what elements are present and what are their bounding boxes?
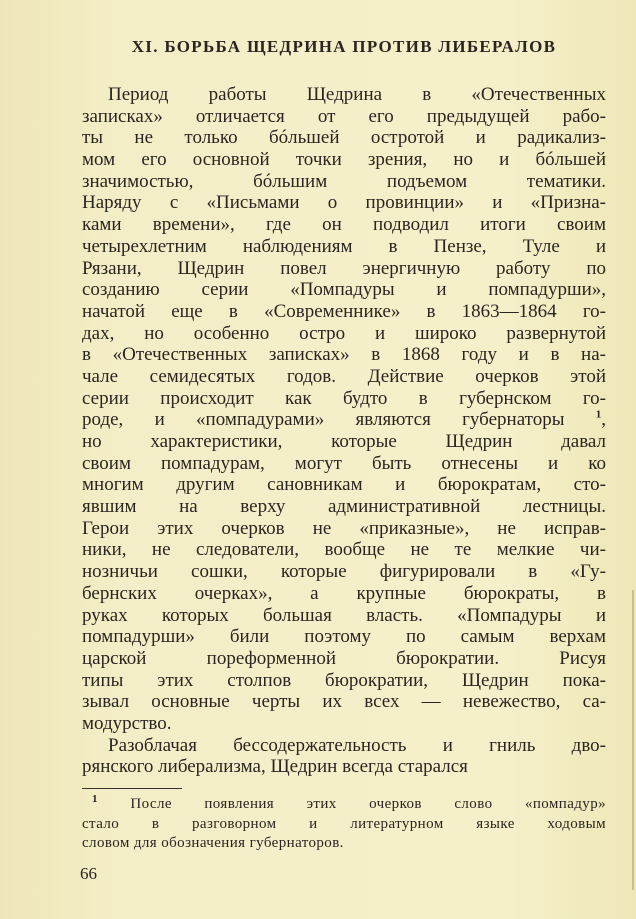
chapter-heading: XI. БОРЬБА ЩЕДРИНА ПРОТИВ ЛИБЕРАЛОВ: [131, 37, 557, 56]
text-line: [82, 84, 606, 106]
text-line: [82, 453, 606, 475]
line-text: но характеристики, которые Щедрин давал: [82, 431, 606, 452]
text-line: [82, 691, 606, 713]
line-text: бернских очерках», а крупные бюрократы, в: [82, 582, 606, 604]
text-line: [82, 192, 606, 214]
line-text: руках которых большая власть. «Помпадуры и: [82, 604, 606, 626]
text-line: [82, 106, 606, 128]
line-text: мом его основной точки зрения, но и бóльшей: [82, 149, 606, 171]
text-line: [82, 583, 606, 605]
text-line: [82, 323, 606, 345]
text-line: [82, 735, 606, 757]
text-line: [82, 409, 606, 431]
text-line: [82, 496, 606, 518]
footnote-line: [82, 795, 606, 815]
line-text: Герои этих очерков не «приказные», не исправ-: [82, 517, 606, 539]
footnote-mark: 1: [92, 795, 98, 805]
line-text: роде, и «помпадурами» являются губернаторы: [82, 409, 565, 431]
body-text: [82, 84, 606, 778]
text-line: [82, 149, 606, 171]
footnote-line: [82, 834, 606, 854]
text-line: [82, 258, 606, 280]
text-line: [82, 670, 606, 692]
line-text: ками времени», где он подводил итоги своим: [82, 214, 606, 236]
line-text: модурство.: [82, 712, 172, 734]
line-text: Период работы Щедрина в «Отечественных: [108, 84, 606, 105]
line-text: Разоблачая бессодержательность и гниль дво-: [108, 734, 606, 756]
text-line: [82, 648, 606, 670]
text-line: [82, 756, 606, 778]
page-number: 66: [80, 864, 97, 883]
page-edge: [632, 590, 634, 890]
line-text: созданию серии «Помпадуры и помпадурши»,: [82, 279, 606, 301]
line-text: значимостью, бóльшим подъемом тематики.: [82, 170, 606, 192]
text-line: [82, 713, 606, 735]
line-text: своим помпадурам, могут быть отнесены и ко: [82, 452, 606, 474]
line-text: записках» отличается от его предыдущей рабо-: [82, 105, 606, 127]
line-text: типы этих столпов бюрократии, Щедрин пока-: [82, 669, 606, 691]
line-text: зывал основные черты их всех — невежество, са-: [82, 691, 606, 713]
footnote: [82, 795, 606, 854]
line-text: нозничьи сошки, которые фигурировали в «Гу-: [82, 561, 606, 583]
punctuation: ,: [601, 409, 606, 431]
text-line: [82, 518, 606, 540]
line-text: начатой еще в «Современнике» в 1863—1864 го-: [82, 300, 606, 322]
text-line: [82, 539, 606, 561]
line-text: ты не только бóльшей остротой и радикализ-: [82, 127, 606, 149]
footnote-text: стало в разговорном и литературном языке ходовым: [82, 815, 606, 832]
line-text: Наряду с «Письмами о провинции» и «Призна-: [82, 192, 606, 214]
footnote-divider: [82, 788, 182, 789]
line-text: в «Отечественных записках» в 1868 году и в на-: [82, 344, 606, 366]
text-line: [82, 344, 606, 366]
text-line: [82, 301, 606, 323]
line-text: рянского либерализма, Щедрин всегда старался: [82, 756, 468, 778]
line-text: многим другим сановникам и бюрократам, сто-: [82, 474, 606, 496]
line-text: царской пореформенной бюрократии. Рисуя: [82, 647, 606, 669]
text-line: [82, 236, 606, 258]
text-line: [82, 171, 606, 193]
line-text: чале семидесятых годов. Действие очерков этой: [82, 365, 606, 387]
text-line: [82, 605, 606, 627]
line-text: ники, не следователи, вообще не те мелкие чи-: [82, 539, 606, 561]
text-line: [82, 561, 606, 583]
line-text: явшим на верху административной лестницы.: [82, 496, 606, 518]
text-line: [82, 127, 606, 149]
text-line: [82, 214, 606, 236]
line-text: Рязани, Щедрин повел энергичную работу по: [82, 257, 606, 279]
footnote-line: [82, 815, 606, 835]
text-line: [82, 474, 606, 496]
text-line: [82, 388, 606, 410]
line-text: помпадурши» били поэтому по самым верхам: [82, 626, 606, 648]
footnote-reference[interactable]: 1: [595, 409, 602, 421]
text-line: [82, 431, 606, 453]
footnote-text: После появления этих очерков слово «помпадур»: [130, 796, 606, 812]
line-text: дах, но особенно остро и широко развернутой: [82, 322, 606, 344]
line-text: четырехлетним наблюдениям в Пензе, Туле и: [82, 235, 606, 257]
text-line: [82, 366, 606, 388]
footnote-text: словом для обозначения губернаторов.: [82, 835, 344, 851]
text-line: [82, 626, 606, 648]
text-line: [82, 279, 606, 301]
line-text: серии происходит как будто в губернском го-: [82, 387, 606, 409]
